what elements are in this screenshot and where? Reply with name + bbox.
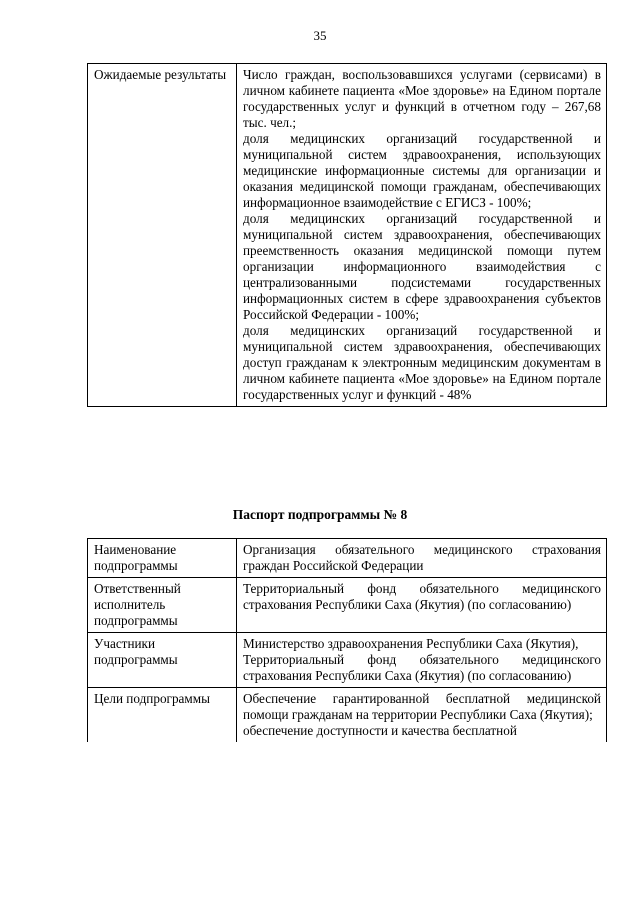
section-title: Паспорт подпрограммы № 8 <box>232 507 408 522</box>
paragraph: Организация обязательного медицинского страхования граждан Российской Федерации <box>243 542 601 573</box>
row-value <box>237 578 607 633</box>
row-value <box>237 64 607 407</box>
paragraph: Число граждан, воспользовавшихся услугами (сервисами) в личном кабинете пациента «Мое здоровье» на Едином портале государственных услуг и функций в отчетном году – 267,68 тыс. чел.; <box>243 67 601 130</box>
subprogram-passport-table <box>87 538 607 742</box>
paragraph: доля медицинских организаций государственной и муниципальной систем здравоохранения, обеспечивающих доступ гражданам к электронным медицинским документам в личном кабинете пациента «Мое здоровье» на Едином портале государственных услуг и функций - 48% <box>243 323 601 402</box>
row-label: Ответственный исполнитель подпрограммы <box>88 578 237 633</box>
paragraph: Министерство здравоохранения Республики Саха (Якутия), <box>243 636 579 651</box>
row-value <box>237 688 607 743</box>
row-label: Цели подпрограммы <box>88 688 237 743</box>
table-row <box>88 539 607 578</box>
paragraph: Территориальный фонд обязательного медицинского страхования Республики Саха (Якутия) (по согласованию) <box>243 652 601 683</box>
table-row <box>88 633 607 688</box>
row-label: Наименование подпрограммы <box>88 539 237 578</box>
paragraph: Обеспечение гарантированной бесплатной медицинской помощи гражданам на территории Республики Саха (Якутия); <box>243 691 601 722</box>
row-value <box>237 539 607 578</box>
row-value <box>237 633 607 688</box>
table-row <box>88 688 607 743</box>
table-row <box>88 578 607 633</box>
paragraph: доля медицинских организаций государственной и муниципальной систем здравоохранения, обеспечивающих преемственность оказания медицинской помощи путем организации информационного взаимодействия с централизованными подсистемами государственных информационных систем в сфере здравоохранения субъектов Российской Федерации - 100%; <box>243 211 601 322</box>
paragraph: Территориальный фонд обязательного медицинского страхования Республики Саха (Якутия) (по согласованию) <box>243 581 601 612</box>
expected-results-table <box>87 63 607 407</box>
paragraph: доля медицинских организаций государственной и муниципальной систем здравоохранения, использующих медицинские информационные системы для организации и оказания медицинской помощи гражданам, обеспечивающих информационное взаимодействие с ЕГИСЗ - 100%; <box>243 131 601 210</box>
paragraph: обеспечение доступности и качества бесплатной <box>243 723 517 738</box>
row-label: Ожидаемые результаты <box>88 64 237 407</box>
table-row <box>88 64 607 407</box>
row-label: Участники подпрограммы <box>88 633 237 688</box>
page-number: 35 <box>313 28 327 43</box>
